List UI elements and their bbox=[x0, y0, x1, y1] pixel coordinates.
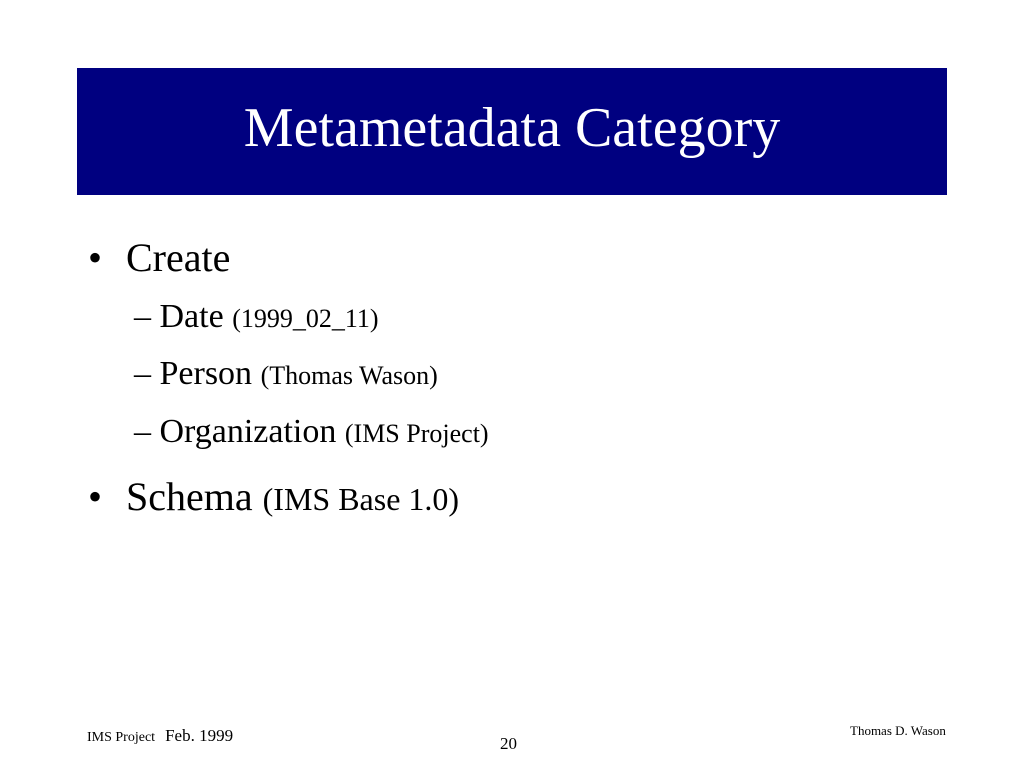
footer-date: Feb. 1999 bbox=[165, 726, 234, 745]
footer-left bbox=[87, 726, 233, 746]
slide-title: Metametadata Category bbox=[243, 96, 781, 159]
dash-marker: – bbox=[134, 298, 151, 335]
dash-marker: – bbox=[134, 413, 151, 450]
sub-bullet-label: Date bbox=[159, 298, 224, 335]
bullet-create bbox=[88, 234, 230, 281]
bullet-marker: • bbox=[88, 474, 103, 519]
bullet-marker: • bbox=[88, 235, 103, 280]
sub-bullet-value: (1999_02_11) bbox=[232, 304, 379, 333]
bullet-schema bbox=[88, 473, 459, 520]
sub-bullet-label: Person bbox=[159, 355, 253, 392]
footer-author: Thomas D. Wason bbox=[850, 723, 946, 738]
sub-bullet-value: (IMS Project) bbox=[344, 419, 489, 448]
sub-bullet-person bbox=[134, 355, 438, 393]
sub-bullet-date bbox=[134, 298, 379, 336]
page-number: 20 bbox=[500, 734, 517, 753]
bullet-label: Create bbox=[126, 235, 231, 280]
sub-bullet-label: Organization bbox=[159, 413, 337, 450]
bullet-label: Schema bbox=[126, 474, 253, 519]
sub-bullet-organization bbox=[134, 413, 489, 451]
sub-bullet-value: (Thomas Wason) bbox=[260, 361, 438, 390]
bullet-value: (IMS Base 1.0) bbox=[262, 481, 460, 517]
dash-marker: – bbox=[134, 355, 151, 392]
title-banner bbox=[77, 68, 947, 195]
footer-project: IMS Project bbox=[87, 730, 156, 745]
